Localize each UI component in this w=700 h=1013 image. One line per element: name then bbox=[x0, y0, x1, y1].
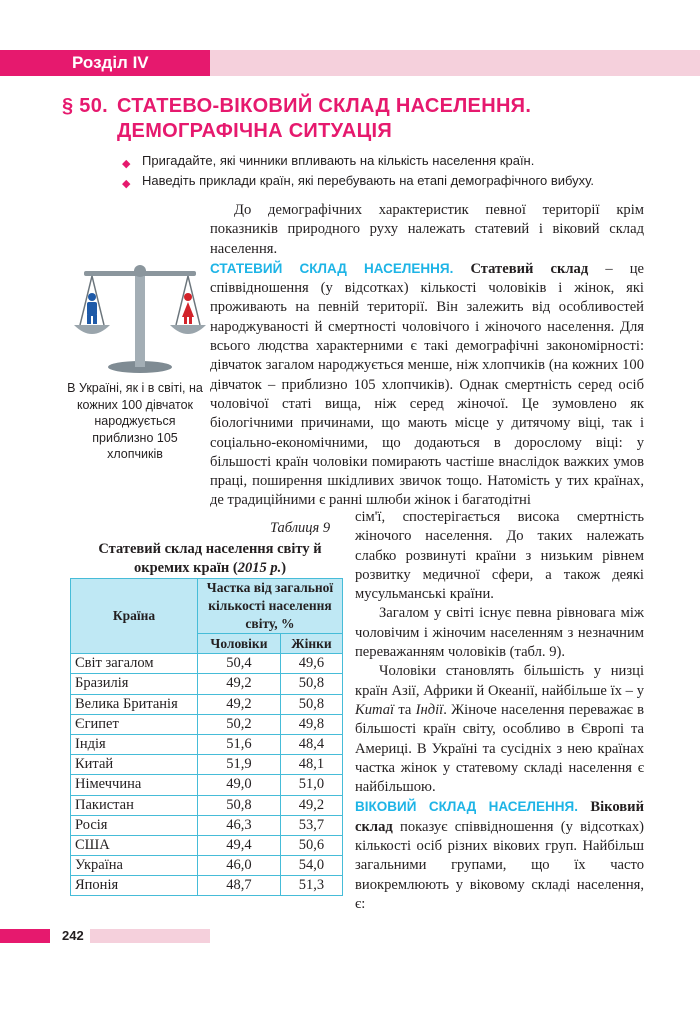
gender-balance-scale-icon bbox=[70, 255, 210, 380]
page-title bbox=[62, 94, 662, 144]
table-row bbox=[71, 694, 343, 714]
balance-paragraph: Загалом у світі існує певна рівновага між чоловічим і жіночим населенням з незначним переважанням чоловіків (табл. 9). bbox=[355, 605, 644, 661]
cell-country: Росія bbox=[71, 815, 198, 835]
cell-country: Україна bbox=[71, 856, 198, 876]
age-heading: ВІКОВИЙ СКЛАД НАСЕЛЕННЯ. bbox=[355, 799, 578, 815]
table-row bbox=[71, 835, 343, 855]
cell-country: Індія bbox=[71, 734, 198, 754]
table-title: Статевий склад населення світу й окремих країн (2015 р.) bbox=[98, 541, 322, 576]
diamond-bullet-icon: ◆ bbox=[122, 178, 131, 190]
paragraph-number: § 50. bbox=[62, 95, 108, 117]
table-row bbox=[71, 734, 343, 754]
cell-women: 48,1 bbox=[280, 755, 342, 775]
question-item: ◆ Пригадайте, які чинники впливають на кількість населення країн. bbox=[120, 151, 594, 171]
men-majority-paragraph: Чоловіки становлять більшість у низці країн Азії, Африки й Океанії, найбільше їх – у Китаї та Індії. Жіноче населення переважає в більшості країн світу, особливо в Європі та Америці. В Україні та сусідніх з нею країнах частка жінок у статевому складі населення є найбільшою. bbox=[355, 663, 644, 796]
cell-women: 50,8 bbox=[280, 694, 342, 714]
table-row bbox=[71, 714, 343, 734]
diamond-bullet-icon: ◆ bbox=[122, 158, 131, 170]
cell-women: 50,6 bbox=[280, 835, 342, 855]
cell-country: Китай bbox=[71, 755, 198, 775]
body-text-column bbox=[210, 201, 644, 511]
cell-women: 50,8 bbox=[280, 674, 342, 694]
table-row bbox=[71, 674, 343, 694]
cell-women: 49,6 bbox=[280, 654, 342, 674]
cell-country: Німеччина bbox=[71, 775, 198, 795]
cell-men: 49,2 bbox=[198, 694, 281, 714]
sex-composition-paragraph: СТАТЕВИЙ СКЛАД НАСЕЛЕННЯ. Статевий склад – це співвідношення (у відсотках) кількості чоловіків і жінок, які проживають на певній території. Він залежить від особливостей народжуваності й смертності чоловічого і жіночого населення. Для всього людства характерними є такі демографічні закономірності: дівчаток загалом народжується менше, ніж хлопчиків (на кожних 100 дівчаток – приблизно 105 хлопчиків). Однак смертність серед осіб чоловічої статі вища, ніж серед жіночої. Це зумовлено як біологічними причинами, що мають місце у дитячому віці, так і соціально-економічними, що додаються в дорослому віці: у більшості країн чоловіки помирають частіше внаслідок важких умов праці, поширення шкідливих звичок тощо. Натомість у тих країнах, де традиційними є ранні шлюби жінок і багатодітні bbox=[210, 260, 644, 509]
footer-bar bbox=[0, 929, 50, 943]
col-women-header: Жінки bbox=[280, 634, 342, 654]
cell-men: 51,9 bbox=[198, 755, 281, 775]
questions-list bbox=[120, 151, 594, 191]
intro-paragraph: До демографічних характеристик певної території крім показників природного руху належать статевий і віковий склад населення. bbox=[210, 202, 644, 257]
cell-men: 49,0 bbox=[198, 775, 281, 795]
cell-women: 51,0 bbox=[280, 775, 342, 795]
cell-men: 46,3 bbox=[198, 815, 281, 835]
page-number: 242 bbox=[62, 928, 84, 943]
cell-women: 51,3 bbox=[280, 876, 342, 896]
col-country-header: Країна bbox=[71, 579, 198, 654]
cell-women: 48,4 bbox=[280, 734, 342, 754]
col-men-header: Чоловіки bbox=[198, 634, 281, 654]
question-item: ◆ Наведіть приклади країн, які перебувають на етапі демографічного вибуху. bbox=[120, 171, 594, 191]
sex-composition-continued: сім'ї, спостерігається висока смертність жіночого населення. До таких належать слабко розвинуті країни з низьким рівнем розвитку медичної сфери, а також деякі мусульманські країни. bbox=[355, 509, 644, 603]
age-composition-paragraph: ВІКОВИЙ СКЛАД НАСЕЛЕННЯ. Віковий склад показує співвідношення (у відсотках) кількості осіб різних вікових груп. Найбільш загальними групами, що їх часто виокремлюють у віковому складі населення, є: bbox=[355, 799, 644, 912]
table-row bbox=[71, 654, 343, 674]
table-row bbox=[71, 795, 343, 815]
cell-women: 49,2 bbox=[280, 795, 342, 815]
cell-men: 49,4 bbox=[198, 835, 281, 855]
table-row bbox=[71, 755, 343, 775]
sex-composition-table bbox=[70, 578, 343, 896]
cell-men: 46,0 bbox=[198, 856, 281, 876]
cell-country: США bbox=[71, 835, 198, 855]
cell-men: 48,7 bbox=[198, 876, 281, 896]
cell-country: Світ загалом bbox=[71, 654, 198, 674]
cell-country: Японія bbox=[71, 876, 198, 896]
section-label: Розділ IV bbox=[72, 53, 149, 72]
title-line-1: СТАТЕВО-ВІКОВИЙ СКЛАД НАСЕЛЕННЯ. bbox=[117, 95, 532, 117]
figure-caption: В Україні, як і в світі, на кожних 100 дівчаток народжується приблизно 105 хлопчиків bbox=[67, 381, 203, 461]
table-row bbox=[71, 815, 343, 835]
sex-term: Статевий склад bbox=[470, 260, 589, 277]
cell-country: Велика Британія bbox=[71, 694, 198, 714]
cell-country: Бразилія bbox=[71, 674, 198, 694]
footer-bar-light bbox=[90, 929, 210, 943]
cell-men: 50,4 bbox=[198, 654, 281, 674]
table-row bbox=[71, 775, 343, 795]
cell-country: Пакистан bbox=[71, 795, 198, 815]
cell-women: 49,8 bbox=[280, 714, 342, 734]
cell-women: 53,7 bbox=[280, 815, 342, 835]
age-term: Віковий склад bbox=[355, 799, 644, 835]
sex-heading: СТАТЕВИЙ СКЛАД НАСЕЛЕННЯ. bbox=[210, 260, 454, 276]
body-text-column-2 bbox=[355, 508, 644, 914]
cell-men: 50,2 bbox=[198, 714, 281, 734]
cell-men: 50,8 bbox=[198, 795, 281, 815]
title-line-2: ДЕМОГРАФІЧНА СИТУАЦІЯ bbox=[117, 120, 393, 142]
table-row bbox=[71, 856, 343, 876]
cell-women: 54,0 bbox=[280, 856, 342, 876]
cell-men: 51,6 bbox=[198, 734, 281, 754]
table-row bbox=[71, 876, 343, 896]
col-share-header: Частка від загальної кількості населення світу, % bbox=[198, 579, 343, 634]
table-number: Таблиця 9 bbox=[270, 520, 331, 536]
cell-men: 49,2 bbox=[198, 674, 281, 694]
cell-country: Єгипет bbox=[71, 714, 198, 734]
